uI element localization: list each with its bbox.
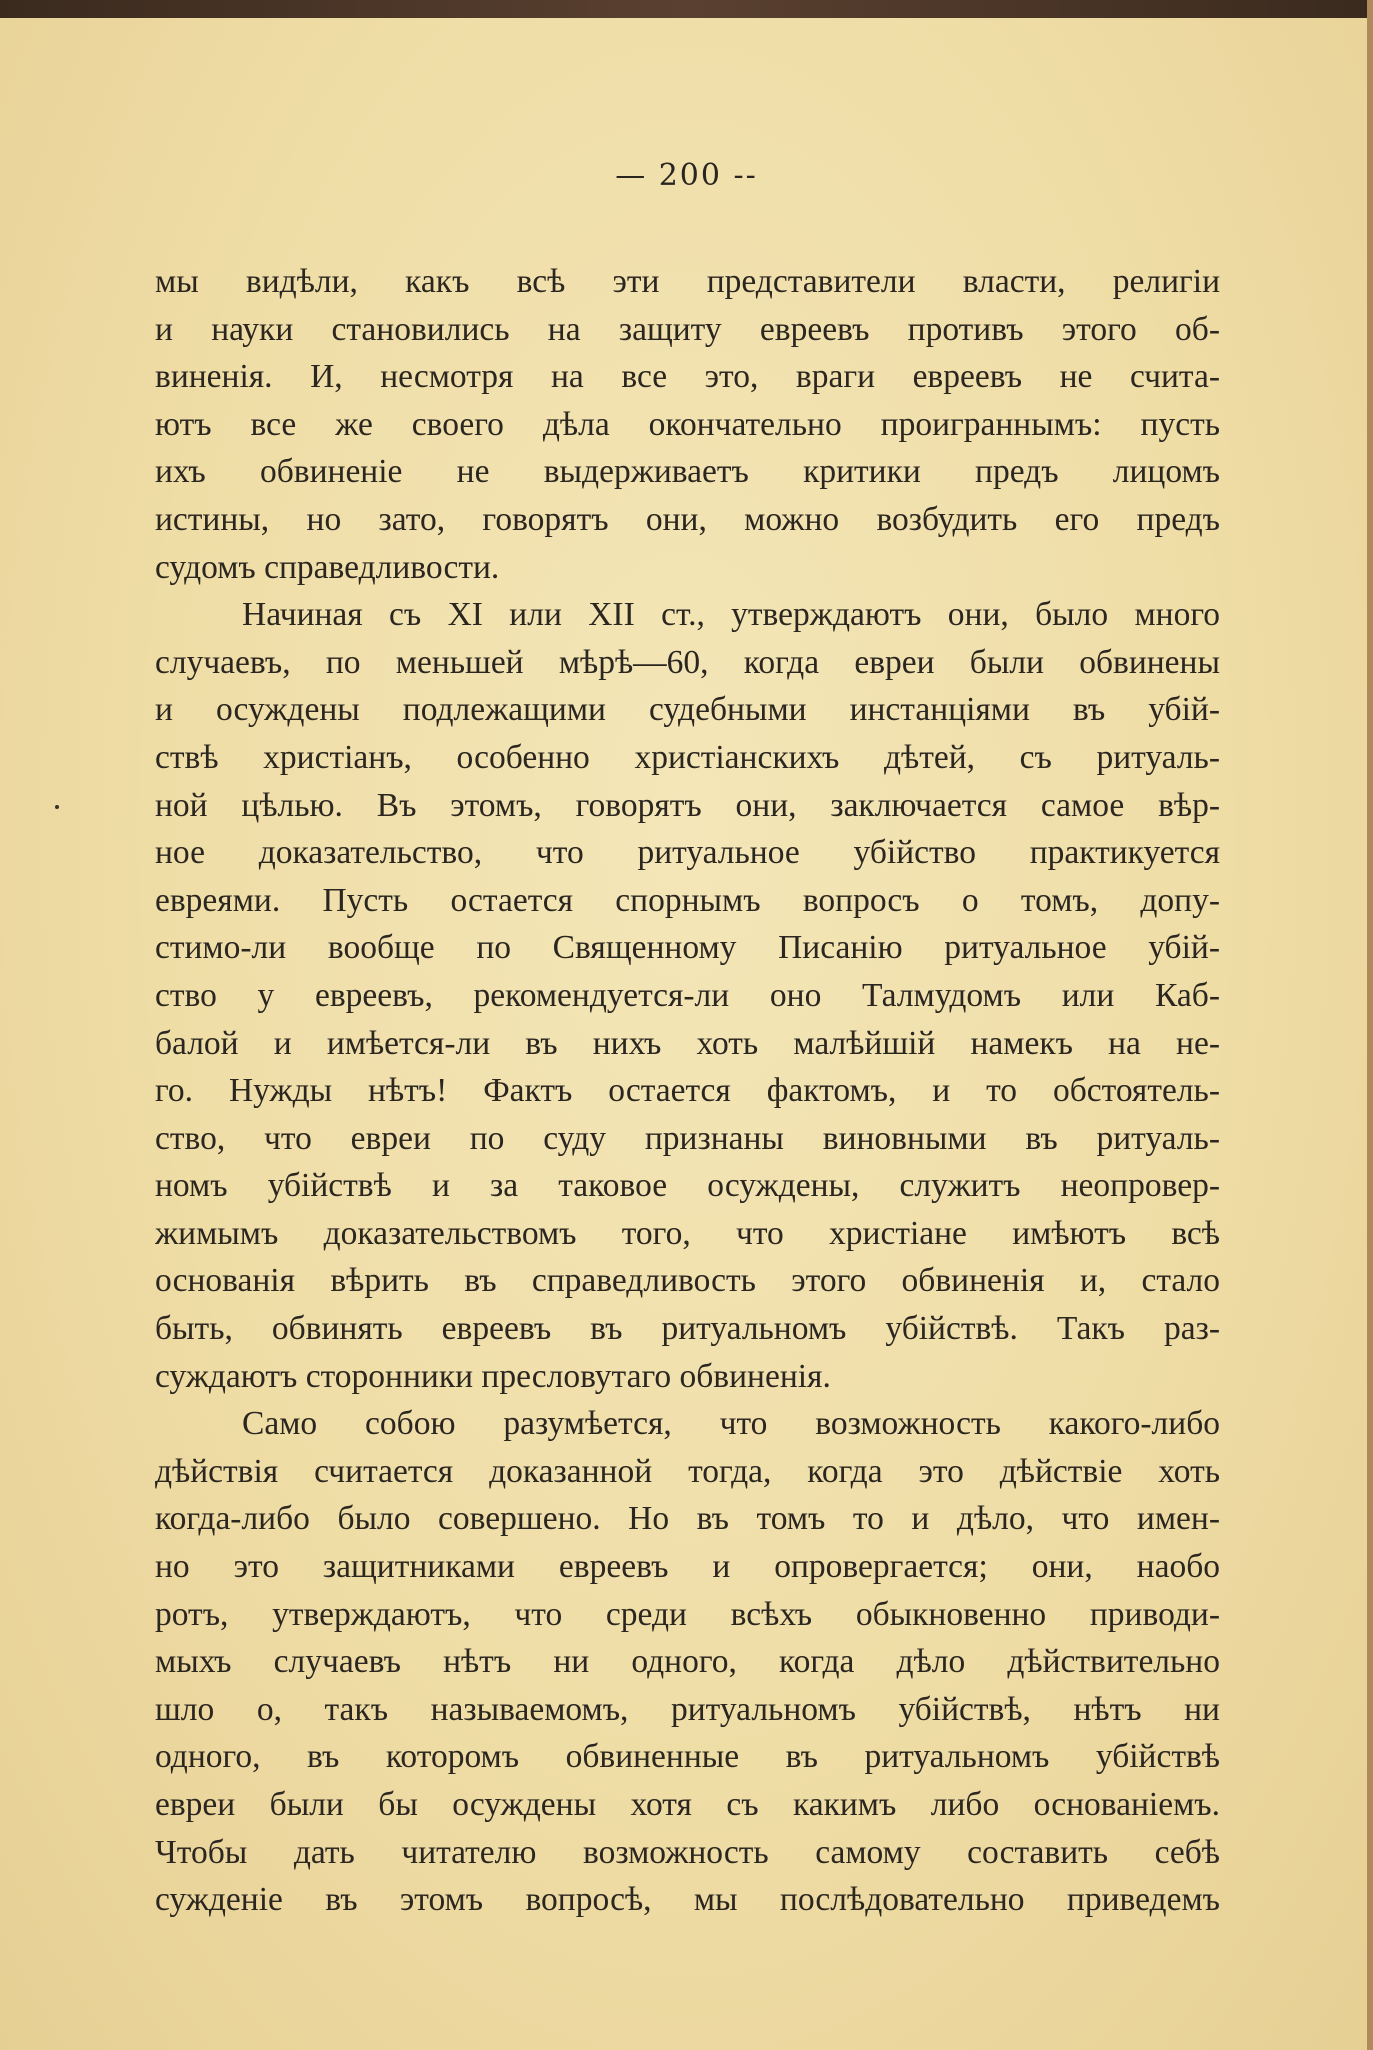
text-line: ротъ, утверждаютъ, что среди всѣхъ обыкновенно приводи- [155, 1595, 1220, 1633]
text-line: сужденіе въ этомъ вопросѣ, мы послѣдовательно приведемъ [155, 1881, 1220, 1919]
body-text [155, 258, 1220, 1924]
text-line: истины, но зато, говорятъ они, можно возбудить его предъ [155, 500, 1220, 538]
page-number: — 200 -- [615, 158, 758, 193]
text-line: ихъ обвиненіе не выдерживаетъ критики предъ лицомъ [155, 453, 1220, 491]
text-line: ное доказательство, что ритуальное убійство практикуется [155, 834, 1220, 872]
text-line: дѣйствія считается доказанной тогда, когда это дѣйствіе хоть [155, 1452, 1220, 1490]
book-page [0, 18, 1373, 2050]
paragraph-first-line: Само собою разумѣется, что возможность какого-либо [242, 1405, 1220, 1443]
text-line: жимымъ доказательствомъ того, что христіане имѣютъ всѣ [155, 1214, 1220, 1252]
text-line: Чтобы дать читателю возможность самому составить себѣ [155, 1833, 1220, 1871]
scan-top-edge [0, 0, 1373, 18]
text-line: основанія вѣрить въ справедливость этого обвиненія и, стало [155, 1262, 1220, 1300]
text-line: ство у евреевъ, рекомендуется-ли оно Талмудомъ или Каб- [155, 976, 1220, 1014]
text-line: когда-либо было совершено. Но въ томъ то и дѣло, что имен- [155, 1500, 1220, 1538]
text-line: но это защитниками евреевъ и опровергается; они, наобо [155, 1548, 1220, 1586]
text-line: одного, въ которомъ обвиненные въ ритуальномъ убійствѣ [155, 1738, 1220, 1776]
paragraph-first-line: Начиная съ XI или XII ст., утверждаютъ они, было много [242, 596, 1220, 634]
text-line: мы видѣли, какъ всѣ эти представители власти, религіи [155, 263, 1220, 300]
text-line: ютъ все же своего дѣла окончательно проиграннымъ: пусть [155, 405, 1220, 443]
text-line: и науки становились на защиту евреевъ противъ этого об- [155, 310, 1220, 348]
text-line: евреями. Пусть остается спорнымъ вопросъ о томъ, допу- [155, 881, 1220, 919]
text-line: суждаютъ сторонники пресловутаго обвиненія. [155, 1357, 831, 1395]
text-line: быть, обвинять евреевъ въ ритуальномъ убійствѣ. Такъ раз- [155, 1310, 1220, 1348]
text-line: балой и имѣется-ли въ нихъ хоть малѣйшій намекъ на не- [155, 1024, 1220, 1062]
text-line: мыхъ случаевъ нѣтъ ни одного, когда дѣло дѣйствительно [155, 1643, 1220, 1681]
text-line: судомъ справедливости. [155, 548, 500, 586]
text-line: го. Нужды нѣтъ! Фактъ остается фактомъ, и то обстоятель- [155, 1072, 1220, 1110]
text-line: евреи были бы осуждены хотя съ какимъ либо основаніемъ. [155, 1786, 1220, 1823]
text-line: ство, что евреи по суду признаны виновными въ ритуаль- [155, 1119, 1220, 1157]
text-line: ной цѣлью. Въ этомъ, говорятъ они, заключается самое вѣр- [155, 786, 1220, 824]
text-line: стимо-ли вообще по Священному Писанію ритуальное убій- [155, 929, 1220, 967]
text-line: и осуждены подлежащими судебными инстанціями въ убій- [155, 691, 1220, 729]
text-line: случаевъ, по меньшей мѣрѣ—60, когда евреи были обвинены [155, 643, 1220, 681]
text-line: шло о, такъ называемомъ, ритуальномъ убійствѣ, нѣтъ ни [155, 1690, 1220, 1728]
text-line: ствѣ христіанъ, особенно христіанскихъ дѣтей, съ ритуаль- [155, 738, 1220, 776]
text-line: виненія. И, несмотря на все это, враги евреевъ не счита- [155, 358, 1220, 396]
margin-speck [55, 805, 59, 809]
text-line: номъ убійствѣ и за таковое осуждены, служитъ неопровер- [155, 1167, 1220, 1205]
page-right-edge [1367, 0, 1373, 2050]
